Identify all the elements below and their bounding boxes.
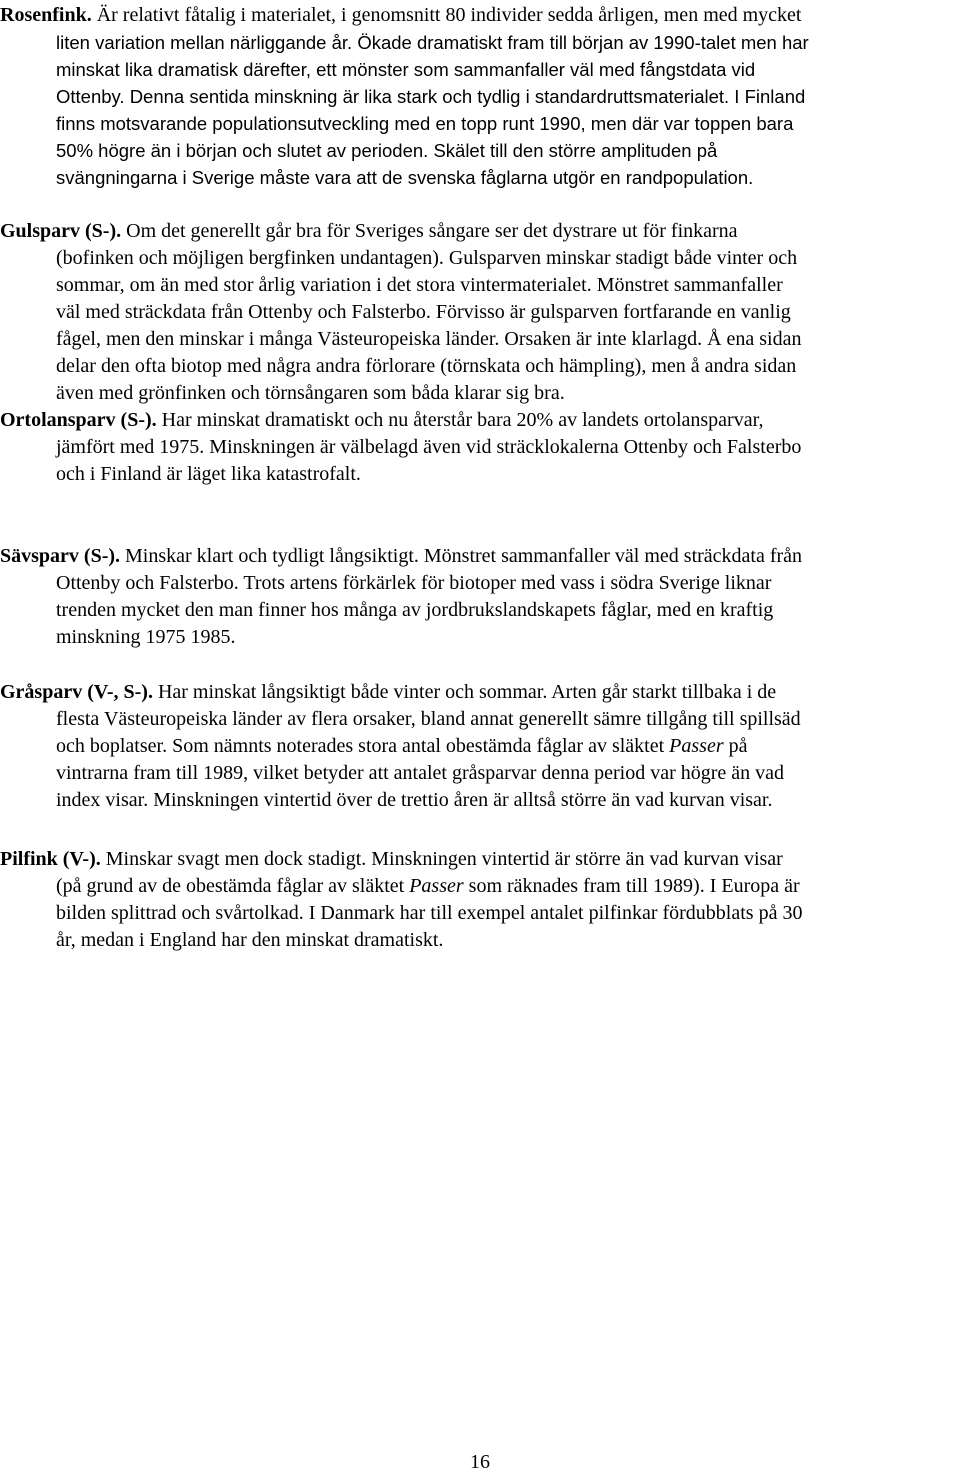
text-run: delar den ofta biotop med några andra förlorare (törnskata och hämpling), men å andra sidan [56,355,797,377]
text-line [0,624,802,651]
text-run: Ottenby och Falsterbo. Trots artens förkärlek för biotoper med vass i södra Sverige liknar [56,572,772,594]
text-run: på [723,735,748,757]
text-run: Minskar svagt men dock stadigt. Minskningen vintertid är större än vad kurvan visar [100,848,783,870]
text-run: jämfört med 1975. Minskningen är välbelagd även vid sträcklokalerna Ottenby och Falsterbo [56,436,802,458]
text-run: flesta Västeuropeiska länder av flera orsaker, bland annat generellt sämre tillgång till spillsäd [56,708,801,730]
text-line [0,137,809,164]
species-heading: Gråsparv (V-, S-). [0,681,153,703]
text-line [0,900,802,927]
text-run: även med grönfinken och törnsångaren som båda klarar sig bra. [56,382,565,404]
italic-term: Passer [409,875,464,897]
text-line [0,56,809,83]
text-line [0,29,809,56]
text-line [0,326,802,353]
text-run: Har minskat dramatiskt och nu återstår bara 20% av landets ortolansparvar, [156,409,764,431]
text-line [0,407,801,434]
text-line [0,461,801,488]
text-run: index visar. Minskningen vintertid över de trettio åren är alltså större än vad kurvan visar. [56,789,773,811]
text-line [0,706,801,733]
text-line [0,2,809,29]
text-run: Minskar klart och tydligt långsiktigt. Mönstret sammanfaller väl med sträckdata från [120,545,803,567]
text-run: (bofinken och möjligen bergfinken undantagen). Gulsparven minskar stadigt både vinter och [56,247,798,269]
text-line [0,110,809,137]
text-line [0,299,802,326]
text-run: som räknades fram till 1989). I Europa är [463,875,800,897]
paragraph-gulsparv [0,218,802,407]
text-line [0,380,802,407]
text-line [0,434,801,461]
text-run: Om det generellt går bra för Sveriges sångare ser det dystrare ut för finkarna [121,220,738,242]
text-run: och i Finland är läget lika katastrofalt. [56,463,361,485]
text-line [0,760,801,787]
text-line [0,787,801,814]
species-heading: Rosenfink. [0,4,92,26]
text-run: minskning 1975 1985. [56,626,236,648]
text-line [0,927,802,954]
species-heading: Ortolansparv (S-). [0,409,157,431]
text-line [0,570,802,597]
text-line [0,679,801,706]
text-run: (på grund av de obestämda fåglar av släktet [56,875,410,897]
text-line [0,218,802,245]
paragraph-ortolansparv [0,407,801,488]
text-run: svängningarna i Sverige måste vara att de svenska fåglarna utgör en randpopulation. [56,167,754,188]
text-run: trenden mycket den man finner hos många av jordbrukslandskapets fåglar, med en kraftig [56,599,774,621]
paragraph-grasparv [0,679,801,814]
paragraph-pilfink [0,846,802,954]
text-run: bilden splittrad och svårtolkad. I Danmark har till exempel antalet pilfinkar fördubblats på 30 [56,902,803,924]
text-run: vintrarna fram till 1989, vilket betyder att antalet gråsparvar denna period var högre än vad [56,762,785,784]
text-run: år, medan i England har den minskat dramatiskt. [56,929,444,951]
text-line [0,733,801,760]
text-run: minskat lika dramatisk därefter, ett mönster som sammanfaller väl med fångstdata vid [56,59,756,80]
text-line [0,543,802,570]
text-run: 50% högre än i början och slutet av perioden. Skälet till den större amplituden på [56,140,718,161]
species-heading: Pilfink (V-). [0,848,101,870]
text-line [0,245,802,272]
italic-term: Passer [669,735,724,757]
text-run: Är relativt fåtalig i materialet, i genomsnitt 80 individer sedda årligen, men med mycket [91,4,802,26]
page-number: 16 [470,1451,490,1473]
text-line [0,846,802,873]
text-run: väl med sträckdata från Ottenby och Falsterbo. Förvisso är gulsparven fortfarande en vanlig [56,301,791,323]
text-run: sommar, om än med stor årlig variation i det stora vintermaterialet. Mönstret sammanfaller [56,274,783,296]
text-run: finns motsvarande populationsutveckling med en topp runt 1990, men där var toppen bara [56,113,794,134]
paragraph-rosenfink [0,2,809,191]
text-run: Har minskat långsiktigt både vinter och sommar. Arten går starkt tillbaka i de [152,681,777,703]
text-run: och boplatser. Som nämnts noterades stora antal obestämda fåglar av släktet [56,735,670,757]
paragraph-savsparv [0,543,802,651]
species-heading: Gulsparv (S-). [0,220,122,242]
text-run: fågel, men den minskar i många Västeuropeiska länder. Orsaken är inte klarlagd. Å ena sidan [56,328,802,350]
text-run: liten variation mellan närliggande år. Ökade dramatiskt fram till början av 1990-talet men har [56,32,809,53]
text-line [0,597,802,624]
text-line [0,873,802,900]
species-heading: Sävsparv (S-). [0,545,121,567]
text-line [0,272,802,299]
text-line [0,83,809,110]
text-run: Ottenby. Denna sentida minskning är lika stark och tydlig i standardruttsmaterialet. I Finland [56,86,806,107]
text-line [0,164,809,191]
text-line [0,353,802,380]
